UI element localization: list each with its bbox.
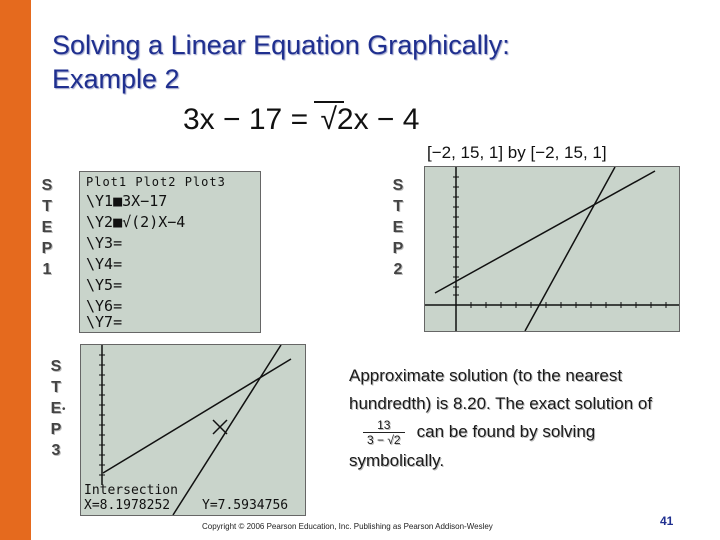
mark-dot: • bbox=[62, 404, 66, 415]
fraction-numerator: 13 bbox=[363, 418, 405, 433]
slide-title bbox=[52, 28, 510, 96]
step3-char: E bbox=[50, 400, 62, 417]
graph-screen-step2 bbox=[424, 166, 680, 332]
step3-char: P bbox=[50, 421, 62, 438]
viewing-window-label: [−2, 15, 1] by [−2, 15, 1] bbox=[427, 143, 607, 162]
step1-char: T bbox=[42, 198, 52, 215]
y-row: \Y4= bbox=[86, 255, 123, 273]
answer-text-1: Approximate solution (to the nearest hundredth) is 8.20. The exact solution of bbox=[349, 366, 653, 413]
graph-line-y1 bbox=[525, 167, 615, 331]
y-row: \Y7= bbox=[86, 313, 123, 331]
graph-line-y2 bbox=[435, 171, 655, 293]
intersection-label: Intersection bbox=[84, 483, 178, 498]
exact-fraction bbox=[363, 418, 405, 447]
graph-line-y2 bbox=[103, 359, 291, 473]
step2-char: S bbox=[392, 177, 404, 194]
answer-paragraph bbox=[349, 362, 694, 475]
intersection-x: X=8.1978252 bbox=[84, 498, 171, 513]
title-line-1: Solving a Linear Equation Graphically: bbox=[52, 30, 510, 60]
y-row: \Y3= bbox=[86, 234, 123, 252]
step1-char: E bbox=[41, 219, 53, 236]
step2-char: E bbox=[392, 219, 404, 236]
equation bbox=[183, 103, 419, 137]
step1-char: P bbox=[41, 240, 53, 257]
intersection-y: Y=7.5934756 bbox=[202, 498, 289, 513]
equation-rhs: x − 4 bbox=[353, 103, 420, 136]
y-row: \Y6= bbox=[86, 297, 123, 315]
graph-line-y1 bbox=[173, 345, 281, 515]
step2-char: T bbox=[393, 198, 403, 215]
step2-label bbox=[386, 175, 410, 280]
step1-char: 1 bbox=[42, 261, 52, 278]
equation-radicand: 2 bbox=[336, 103, 354, 136]
page-number: 41 bbox=[660, 514, 674, 528]
accent-sidebar bbox=[0, 0, 31, 540]
plot-header: Plot1 Plot2 Plot3 bbox=[86, 175, 226, 189]
y-row: \Y1■3X−17 bbox=[86, 192, 168, 210]
title-line-2: Example 2 bbox=[52, 64, 180, 94]
fraction-denominator: 3 − √2 bbox=[367, 433, 401, 448]
radical-sign: √2 bbox=[316, 103, 353, 137]
step2-char: P bbox=[392, 240, 404, 257]
step2-char: 2 bbox=[393, 261, 403, 278]
step3-char: S bbox=[50, 358, 62, 375]
answer-text-2: can be found by solving symbolically. bbox=[349, 422, 596, 471]
y-editor-screen bbox=[79, 171, 261, 333]
step1-label bbox=[35, 175, 59, 280]
graph-step2-svg bbox=[425, 167, 679, 331]
y-row: \Y2■√(2)X−4 bbox=[86, 213, 186, 231]
intersection-cursor bbox=[213, 420, 227, 434]
y-row: \Y5= bbox=[86, 276, 123, 294]
step3-char: T bbox=[51, 379, 61, 396]
copyright-footer: Copyright © 2006 Pearson Education, Inc. Publishing as Pearson Addison-Wesley bbox=[202, 522, 493, 531]
graph-screen-step3 bbox=[80, 344, 306, 516]
step3-char: 3 bbox=[51, 442, 61, 459]
equation-lhs: 3x − 17 = bbox=[183, 103, 317, 136]
step1-char: S bbox=[41, 177, 53, 194]
